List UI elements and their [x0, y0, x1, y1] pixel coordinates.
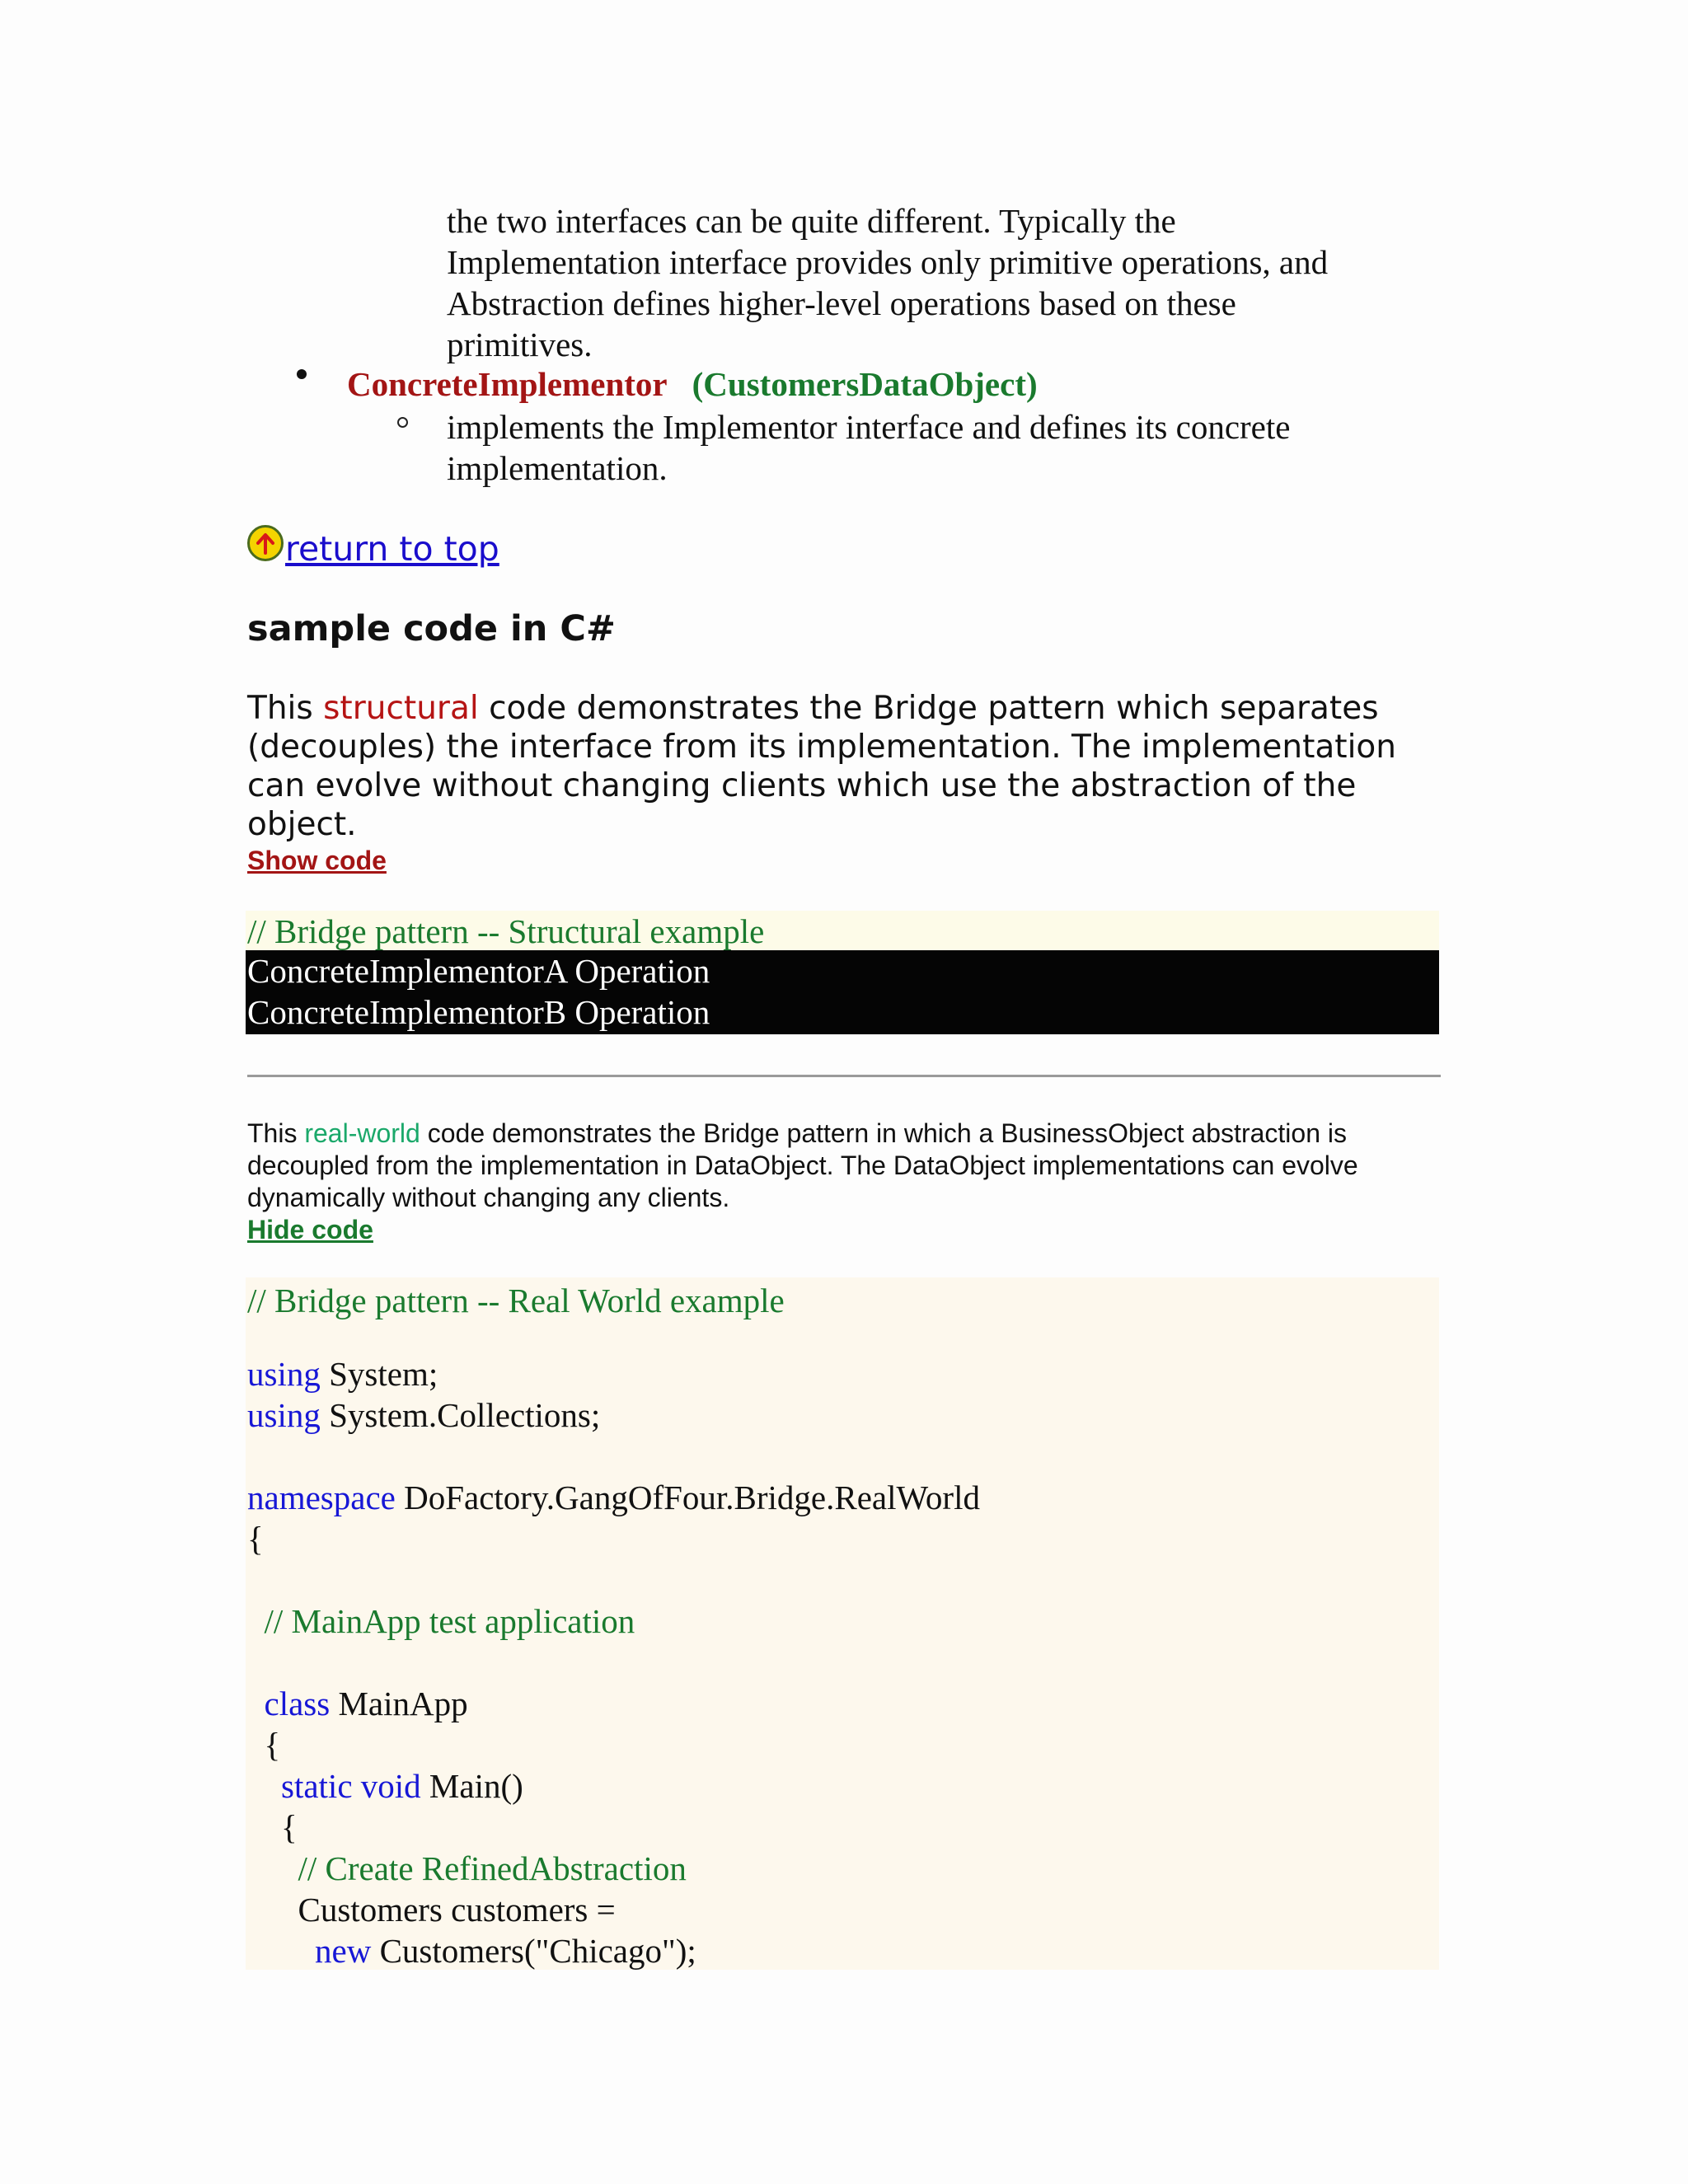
- indent: [247, 1685, 265, 1722]
- continuation-text-line-4: primitives.: [447, 326, 593, 363]
- concrete-implementor-title: [347, 363, 1038, 405]
- code-line-new: [247, 1930, 696, 1971]
- code-line-customers: Customers customers =: [247, 1891, 616, 1929]
- code-line-main-brace: {: [247, 1808, 298, 1846]
- keyword: static void: [281, 1767, 421, 1805]
- code-text: System.Collections;: [320, 1396, 601, 1434]
- code-line-using-collections: [247, 1394, 600, 1436]
- participant-name: ConcreteImplementor: [347, 365, 667, 403]
- circle-bullet-icon: [397, 417, 408, 428]
- realworld-highlight: real-world: [304, 1118, 420, 1148]
- realworld-text-pre: This: [247, 1118, 305, 1148]
- structural-text-post: code demonstrates the Bridge pattern which separates (decouples) the interface from its implementation. The implementation can evolve without changing clients which use the abstraction of the object.: [247, 690, 1396, 843]
- code-text: DoFactory.GangOfFour.Bridge.RealWorld: [395, 1479, 980, 1516]
- hide-code-link[interactable]: Hide code: [247, 1215, 373, 1244]
- keyword: using: [247, 1396, 321, 1434]
- structural-description: [247, 689, 1459, 844]
- code-text: MainApp: [330, 1685, 468, 1722]
- divider: [247, 1075, 1441, 1077]
- code-comment-refined: // Create RefinedAbstraction: [247, 1849, 687, 1887]
- code-text: Main(): [420, 1767, 523, 1805]
- realworld-text-post: code demonstrates the Bridge pattern in which a BusinessObject abstraction is decoupled from the implementation in DataObject. The DataObject implementations can evolve dynamically without changing any clients.: [247, 1118, 1358, 1212]
- keyword: using: [247, 1355, 321, 1393]
- code-line-namespace: [247, 1477, 980, 1518]
- code-line-using-system: [247, 1353, 438, 1394]
- keyword: class: [264, 1685, 331, 1722]
- structural-code-comment: // Bridge pattern -- Structural example: [247, 912, 765, 950]
- keyword: namespace: [247, 1479, 396, 1516]
- code-line-main: [247, 1765, 523, 1807]
- bullet-icon: [297, 369, 307, 379]
- continuation-text-line-3: Abstraction defines higher-level operations based on these: [447, 284, 1236, 322]
- continuation-text-line-1: the two interfaces can be quite different. Typically the: [447, 202, 1176, 240]
- participant-example: (CustomersDataObject): [692, 365, 1038, 403]
- code-text: System;: [320, 1355, 438, 1393]
- code-line-class-brace: {: [247, 1726, 281, 1764]
- indent: [247, 1767, 281, 1805]
- participant-description-line-1: implements the Implementor interface and defines its concrete: [447, 408, 1291, 446]
- code-line-brace: {: [247, 1520, 264, 1558]
- code-text: Customers("Chicago");: [371, 1932, 696, 1970]
- output-line-2: ConcreteImplementorB Operation: [247, 993, 710, 1031]
- realworld-description: [247, 1118, 1459, 1214]
- show-code-link[interactable]: Show code: [247, 846, 387, 875]
- structural-highlight: structural: [323, 690, 479, 727]
- code-comment-title: // Bridge pattern -- Real World example: [247, 1282, 785, 1319]
- code-line-class: [247, 1683, 468, 1724]
- continuation-text-line-2: Implementation interface provides only primitive operations, and: [447, 243, 1329, 281]
- code-comment-mainapp: // MainApp test application: [247, 1602, 635, 1640]
- keyword: new: [315, 1932, 372, 1970]
- structural-text-pre: This: [247, 690, 324, 727]
- return-to-top-link[interactable]: return to top: [285, 529, 499, 569]
- output-line-1: ConcreteImplementorA Operation: [247, 952, 710, 990]
- indent: [247, 1932, 315, 1970]
- participant-description-line-2: implementation.: [447, 449, 668, 487]
- section-heading: sample code in C#: [247, 608, 616, 649]
- arrow-up-icon[interactable]: [247, 525, 284, 561]
